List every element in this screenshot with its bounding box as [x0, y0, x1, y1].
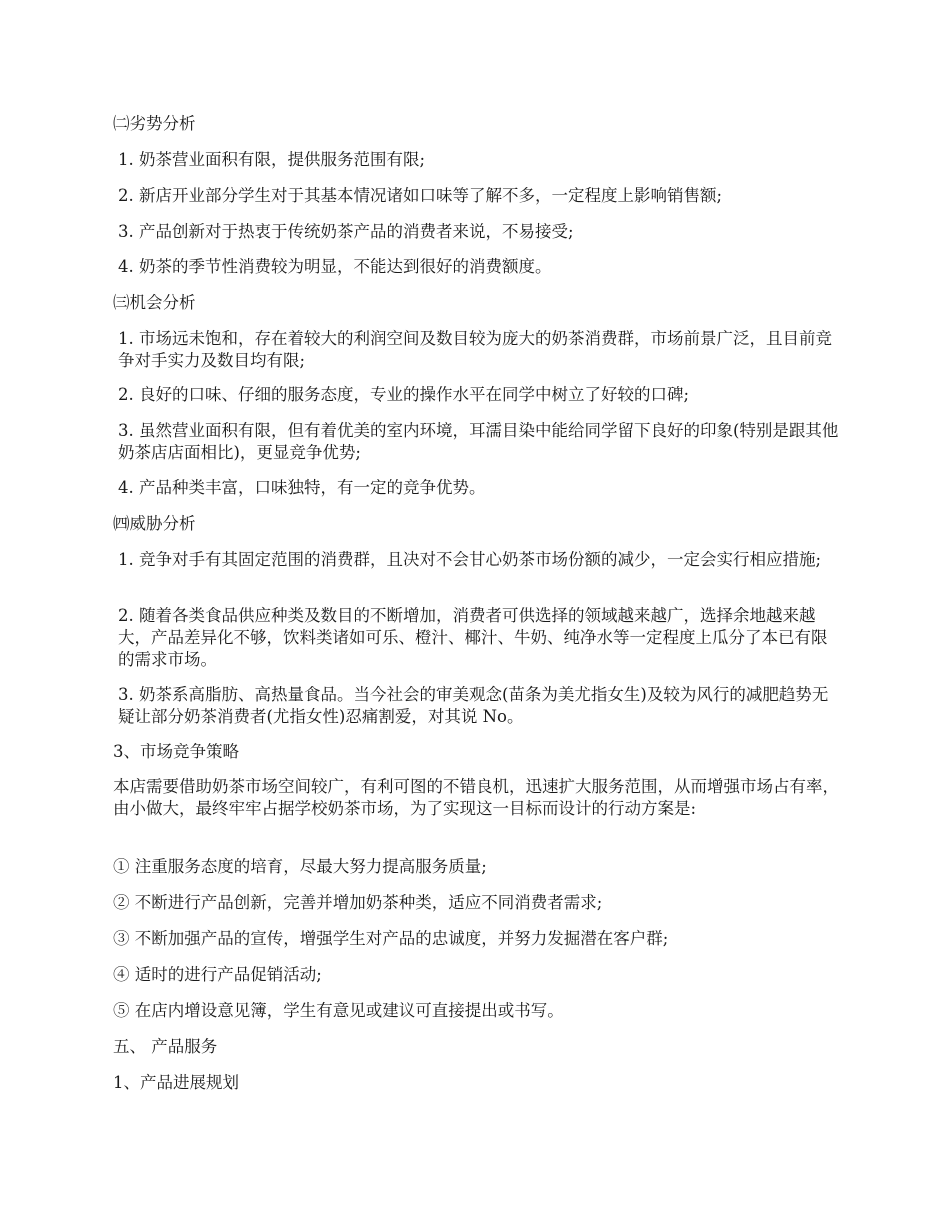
list-item: ④ 适时的进行产品促销活动;: [113, 965, 322, 984]
list-item: ① 注重服务态度的培育，尽最大努力提高服务质量;: [113, 857, 487, 876]
section-heading-strategy: 3、市场竞争策略: [113, 742, 239, 761]
list-item: 4. 产品种类丰富，口味独特，有一定的竞争优势。: [118, 478, 486, 497]
section-heading-opportunity: ㈢机会分析: [113, 293, 196, 312]
chapter-heading-product-service: 五、 产品服务: [113, 1037, 218, 1056]
list-item: 2. 良好的口味、仔细的服务态度，专业的操作水平在同学中树立了好较的口碑;: [118, 385, 690, 404]
section-heading-product-plan: 1、产品进展规划: [113, 1073, 239, 1092]
list-item: 1. 市场远未饱和，存在着较大的利润空间及数目较为庞大的奶茶消费群，市场前景广泛，且目前竞争对手实力及数目均有限;: [118, 329, 832, 370]
section-heading-threat: ㈣威胁分析: [113, 514, 196, 533]
list-item: 2. 新店开业部分学生对于其基本情况诸如口味等了解不多，一定程度上影响销售额;: [118, 186, 723, 205]
section-heading-weakness: ㈡劣势分析: [113, 114, 196, 133]
list-item: 1. 奶茶营业面积有限，提供服务范围有限;: [118, 150, 426, 169]
list-item: 3. 产品创新对于热衷于传统奶茶产品的消费者来说，不易接受;: [118, 222, 574, 241]
list-item: 3. 虽然营业面积有限，但有着优美的室内环境，耳濡目染中能给同学留下良好的印象(特别是跟其他奶茶店店面相比)，更显竞争优势;: [118, 421, 839, 462]
list-item: ③ 不断加强产品的宣传，增强学生对产品的忠诚度，并努力发掘潜在客户群;: [113, 929, 669, 948]
list-item: 2. 随着各类食品供应种类及数目的不断增加，消费者可供选择的领域越来越广，选择余地越来越大，产品差异化不够，饮料类诸如可乐、橙汁、椰汁、牛奶、纯净水等一定程度上瓜分了本已有限的需求市场。: [118, 606, 828, 669]
list-item: ② 不断进行产品创新，完善并增加奶茶种类，适应不同消费者需求;: [113, 893, 603, 912]
body-paragraph: 本店需要借助奶茶市场空间较广，有利可图的不错良机，迅速扩大服务范围，从而增强市场占有率，由小做大，最终牢牢占据学校奶茶市场，为了实现这一目标而设计的行动方案是:: [113, 777, 839, 818]
list-item: ⑤ 在店内增设意见簿，学生有意见或建议可直接提出或书写。: [113, 1001, 564, 1020]
list-item: 3. 奶茶系高脂肪、高热量食品。当今社会的审美观念(苗条为美尤指女生)及较为风行的减肥趋势无疑让部分奶茶消费者(尤指女性)忍痛割爱，对其说 No。: [118, 685, 829, 726]
list-item: 1. 竞争对手有其固定范围的消费群，且决对不会甘心奶茶市场份额的减少，一定会实行相应措施;: [118, 550, 822, 569]
list-item: 4. 奶茶的季节性消费较为明显，不能达到很好的消费额度。: [118, 257, 552, 276]
